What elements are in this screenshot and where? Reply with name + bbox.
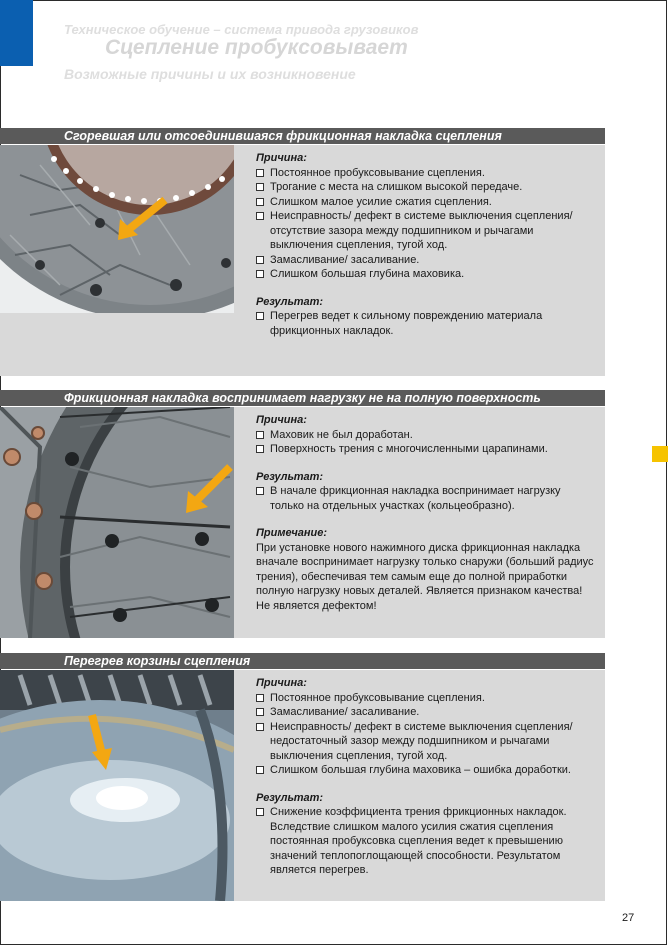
section-text xyxy=(256,676,596,878)
checkbox-square-icon xyxy=(256,766,264,774)
page-title: Сцепление пробуксовывает xyxy=(105,36,408,59)
list-item: Маховик не был доработан. xyxy=(256,428,596,443)
section-panel xyxy=(0,407,605,638)
photo-burned-lining xyxy=(0,145,234,313)
section-pressure-plate-overheat xyxy=(0,653,605,901)
photo-partial-contact xyxy=(0,407,234,638)
page-subtitle: Возможные причины и их возникновение xyxy=(64,66,356,82)
note-label: Примечание: xyxy=(256,527,328,539)
checkbox-square-icon xyxy=(256,445,264,453)
result-list xyxy=(256,805,596,878)
section-text xyxy=(256,151,596,338)
section-title: Сгоревшая или отсоединившаяся фрикционная накладка сцепления xyxy=(0,128,605,144)
page-number: 27 xyxy=(622,912,635,924)
checkbox-square-icon xyxy=(256,487,264,495)
checkbox-square-icon xyxy=(256,312,264,320)
section-panel xyxy=(0,670,605,901)
section-title: Перегрев корзины сцепления xyxy=(0,653,605,669)
chapter-tab xyxy=(652,446,668,462)
cause-list xyxy=(256,428,596,457)
note-text: При установке нового нажимного диска фрикционная накладка вначале воспринимает нагрузку только снаружи (больший радиус трения), обеспечивая тем самым еще до полной приработки полную нагрузку новых деталей. Является признаком качества! Не является дефектом! xyxy=(256,541,594,612)
result-label: Результат: xyxy=(256,470,324,483)
cause-label: Причина: xyxy=(256,414,307,426)
list-item: Снижение коэффициента трения фрикционных накладок. Вследствие слишком малого усилия сжатия сцепления постоянная пробуксовка сцепления ведет к превышению значений теплопоглощающей способности. Результатом является перегрев. xyxy=(256,805,596,878)
list-item: Постоянное пробуксовывание сцепления. xyxy=(256,166,596,181)
list-item: Слишком малое усилие сжатия сцепления. xyxy=(256,195,596,210)
result-label: Результат: xyxy=(256,295,324,308)
checkbox-square-icon xyxy=(256,212,264,220)
cause-label: Причина: xyxy=(256,677,307,689)
checkbox-square-icon xyxy=(256,708,264,716)
list-item: Замасливание/ засаливание. xyxy=(256,253,596,268)
section-panel xyxy=(0,145,605,376)
list-item: Трогание с места на слишком высокой передаче. xyxy=(256,180,596,195)
page-supertitle: Техническое обучение – система привода грузовиков xyxy=(64,22,419,37)
photo-pressure-plate xyxy=(0,670,234,901)
section-burned-lining xyxy=(0,128,605,376)
cause-label: Причина: xyxy=(256,152,307,164)
checkbox-square-icon xyxy=(256,183,264,191)
result-list xyxy=(256,484,596,513)
list-item: Замасливание/ засаливание. xyxy=(256,705,596,720)
list-item: Слишком большая глубина маховика. xyxy=(256,267,596,282)
checkbox-square-icon xyxy=(256,431,264,439)
checkbox-square-icon xyxy=(256,694,264,702)
result-list xyxy=(256,309,596,338)
list-item: Поверхность трения с многочисленными царапинами. xyxy=(256,442,596,457)
list-item: Постоянное пробуксовывание сцепления. xyxy=(256,691,596,706)
brand-bar xyxy=(0,0,33,66)
cause-list xyxy=(256,691,596,778)
checkbox-square-icon xyxy=(256,256,264,264)
checkbox-square-icon xyxy=(256,270,264,278)
list-item: Перегрев ведет к сильному повреждению материала фрикционных накладок. xyxy=(256,309,596,338)
checkbox-square-icon xyxy=(256,808,264,816)
checkbox-square-icon xyxy=(256,169,264,177)
list-item: Неисправность/ дефект в системе выключения сцепления/ отсутствие зазора между подшипником и рычагами выключения сцепления, тугой ход. xyxy=(256,209,596,253)
list-item: Неисправность/ дефект в системе выключения сцепления/ недостаточный зазор между подшипником и рычагами выключения сцепления, тугой ход. xyxy=(256,720,596,764)
checkbox-square-icon xyxy=(256,198,264,206)
list-item: Слишком большая глубина маховика – ошибка доработки. xyxy=(256,763,596,778)
section-partial-contact xyxy=(0,390,605,638)
checkbox-square-icon xyxy=(256,723,264,731)
result-label: Результат: xyxy=(256,791,324,804)
section-text xyxy=(256,413,596,613)
cause-list xyxy=(256,166,596,282)
list-item: В начале фрикционная накладка воспринимает нагрузку только на отдельных участках (кольцеобразно). xyxy=(256,484,596,513)
section-title: Фрикционная накладка воспринимает нагрузку не на полную поверхность xyxy=(0,390,605,406)
